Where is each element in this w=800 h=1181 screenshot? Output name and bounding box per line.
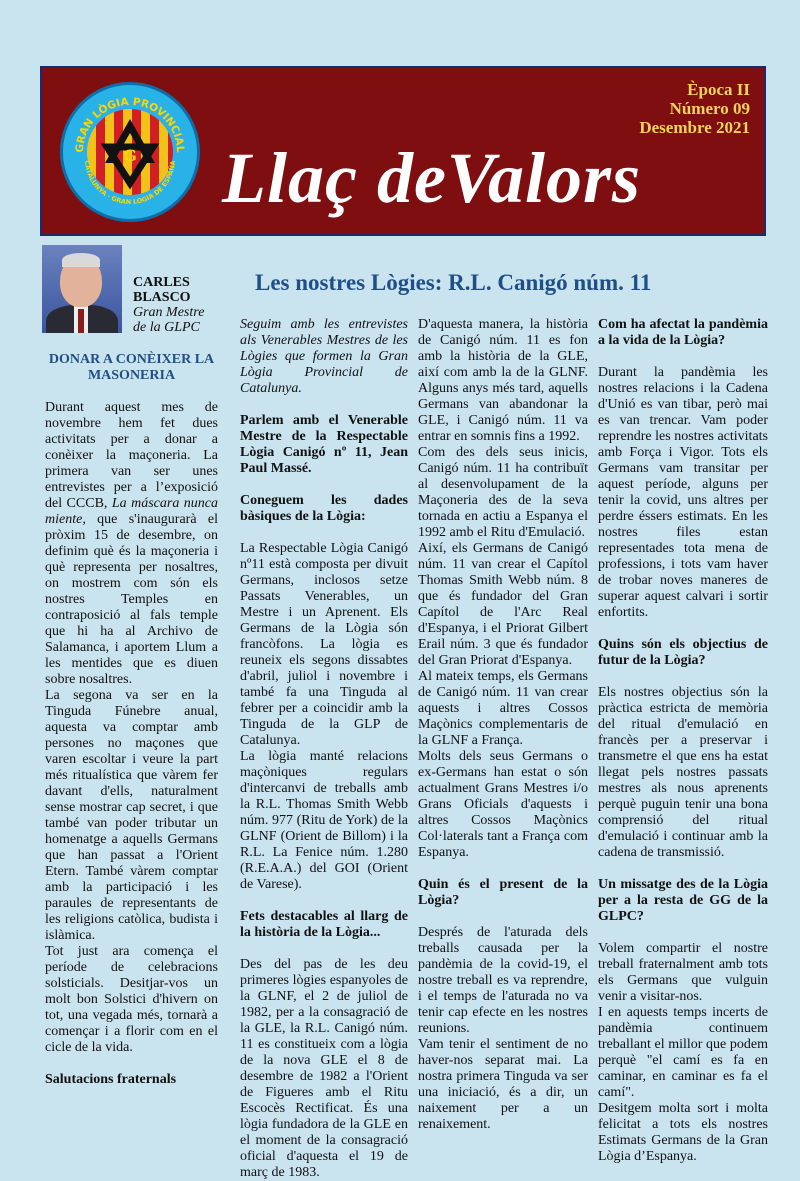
issue-number: Número 09 (669, 99, 750, 118)
issue-era: Època II (687, 80, 750, 99)
issue-info (639, 80, 750, 137)
question-message: Un missatge des de la Lògia per a la resta de GG de la GLPC? (598, 877, 768, 924)
question-basic-data: Coneguem les dades bàsiques de la Lògia: (240, 493, 408, 524)
answer-message-2: I en aquests temps incerts de pandèmia continuem treballant el millor que podem perquè "el camí es fa en caminar, en caminar es fa el camí". (598, 1005, 768, 1100)
author-role: Gran Mestre (133, 305, 205, 320)
history-paragraph-1: D'aquesta manera, la història de Canigó núm. 11 es fon amb la història de la GLE, així com amb la de la GLNF. Alguns anys més tard, aquells Germans van abandonar la GLE, i Canigó núm. 11 va entrar en somnis fins a 1992. (418, 317, 588, 444)
square-compass-icon (63, 85, 197, 219)
author-role-org: de la GLPC (133, 320, 200, 335)
author-first-name: CARLES (133, 275, 190, 290)
masthead (40, 66, 766, 236)
answer-present-2: Vam tenir el sentiment de no haver-nos separat mai. La nostra primera Tinguda va ser una iniciació, és a dir, un naixement per a un renaixement. (418, 1037, 588, 1132)
article-lead: Parlem amb el Venerable Mestre de la Respectable Lògia Canigó nº 11, Jean Paul Massé. (240, 413, 408, 476)
editorial-closing: Salutacions fraternals (45, 1072, 177, 1087)
editorial-paragraph-2: La segona va ser en la Tinguda Fúnebre anual, aquesta va comptar amb persones no maçones que varen escoltar i veure la part més ritualística que vàrem fer davant d'ells, naturalment sense mostrar cap secret, i que també van poder tributar un homenatge a aquells Germans que han passat a l'Orient Etern. També vàrem comptar amb la participació i les paraules de representants de les religions catòlica, budista i islàmica. (45, 688, 218, 943)
question-pandemic: Com ha afectat la pandèmia a la vida de la Lògia? (598, 317, 768, 348)
article-column-1 (240, 317, 408, 1181)
history-paragraph-2: Com des dels seus inicis, Canigó núm. 11 ha contribuït al desenvolupament de la Maçoneria des de la seva tornada en actiu a Espanya el 1992 amb el Ritu d'Emulació. (418, 445, 588, 540)
answer-present-1: Després de l'aturada dels treballs causada per la pandèmia de la covid-19, el nostre treball es va reprendre, i el temps de l'aturada no va tenir cap efecte en les nostres reunions. (418, 925, 588, 1036)
issue-date: Desembre 2021 (639, 118, 750, 137)
article-intro: Seguim amb les entrevistes als Venerables Mestres de les Lògies que formen la Gran Lògia Provincial de Catalunya. (240, 317, 408, 396)
answer-future: Els nostres objectius són la pràctica estricta de memòria del ritual d'emulació en francès per a preservar i transmetre el que ens ha estat llegat pels nostres passats mestres als nous aprenents perquè puguin tenir una bona comprensió del ritual d'emulació i continuar amb la cadena de transmissió. (598, 685, 768, 860)
question-history: Fets destacables al llarg de la història de la Lògia... (240, 909, 408, 940)
history-paragraph-4: Al mateix temps, els Germans de Canigó núm. 11 van crear aquests i altres Cossos Maçònics complementaris de la GLNF a França. (418, 669, 588, 748)
svg-text:G: G (123, 146, 137, 165)
answer-basic-data-2: La lògia manté relacions maçòniques regulars d'intercanvi de treballs amb la R.L. Thomas Smith Webb núm. 977 (Ritu de York) de la GLNF (Orient de Billom) i la R.L. La Fenice núm. 1.280 (R.E.A.A.) del GOI (Orient de Varese). (240, 749, 408, 892)
answer-pandemic: Durant la pandèmia les nostres relacions i la Cadena d'Unió es van tibar, però mai es van trencar. Vam poder reprendre les nostres activitats amb Força i Vigor. Tots els Germans vam transitar per aquest període, alguns per tenir la covid, uns altres per perdre éssers estimats. En les nostres files estan representades tota mena de professions, i tots vam haver de trobar noves maneres de superar aquest calvari i sortir enfortits. (598, 365, 768, 620)
svg-text:CATALUNYA · GRAN LOGIA DE ESPA: CATALUNYA · GRAN LOGIA DE ESPAÑA (82, 160, 178, 207)
author-block (133, 275, 204, 335)
history-paragraph-3: Així, els Germans de Canigó núm. 11 van crear el Capítol Thomas Smith Webb núm. 8 que és fundador del Gran Capítol de l'Arc Real d'Espanya, i el Priorat Gilbert Erail núm. 3 que és fundador del Gran Priorat d'Espanya. (418, 541, 588, 668)
history-paragraph-5: Molts dels seus Germans o ex-Germans han estat o són actualment Grans Mestres i/o Grans Oficials d'aquests i altres Cossos Maçònics Col·laterals tant a França com Espanya. (418, 749, 588, 860)
article-column-2 (418, 317, 588, 1133)
editorial-paragraph-1: Durant aquest mes de novembre hem fet dues activitats per a donar a conèixer la maçoneria. La primera van ser unes entrevistes per a l’exposició del CCCB, La máscara nunca miente, que s'inaugurarà el pròxim 15 de desembre, on definim què és la maçoneria i què representa per nosaltres, on mostrem com són els nostres Temples en contraposició al fals temple que hi ha al Archivo de Salamanca, i aportem Llum a les mentides que es diuen sobre nosaltres. (45, 400, 218, 687)
article-column-3 (598, 317, 768, 1165)
answer-history: Des del pas de les deu primeres lògies espanyoles de la GLNF, el 2 de juliol de 1982, per a la consagració de la GLE, la R.L. Canigó núm. 11 es constitueix com a lògia de la nova GLE el 8 de desembre de 1982 a l'Orient de Figueres amb el Ritu Escocès Rectificat. És una lògia fundadora de la GLE en el moment de la consagració oficial d'aquesta el 19 de març de 1983. (240, 957, 408, 1180)
question-present: Quin és el present de la Lògia? (418, 877, 588, 908)
answer-basic-data-1: La Respectable Lògia Canigó nº11 està composta per divuit Germans, inclosos setze Passats Venerables, un Mestre i un Aprenent. Els Germans de la Lògia són francòfons. La lògia es reuneix els segons dissabtes d'abril, juliol i novembre i també fa una Tinguda al febrer per a coincidir amb la Tinguda de la GLP de Catalunya. (240, 541, 408, 748)
svg-text:GRAN LÒGIA PROVINCIAL: GRAN LÒGIA PROVINCIAL (73, 95, 187, 153)
editorial-heading: DONAR A CONÈIXER LA MASONERIA (48, 352, 215, 383)
newsletter-title: Llaç deValors (222, 138, 641, 218)
author-photo (42, 245, 122, 333)
question-future: Quins són els objectius de futur de la Lògia? (598, 637, 768, 668)
editorial-paragraph-3: Tot just ara comença el període de celebracions solsticials. Desitjar-vos un molt bon Solstici d'hivern on tot, una vegada més, tornarà a començar i a florir com en el cicle de la vida. (45, 944, 218, 1055)
article-headline: Les nostres Lògies: R.L. Canigó núm. 11 (255, 270, 652, 295)
editorial-column (45, 352, 218, 1088)
answer-message-3: Desitgem molta sort i molta felicitat a tots els nostres Estimats Germans de la Gran Lògia d’Espanya. (598, 1101, 768, 1164)
author-last-name: BLASCO (133, 290, 191, 305)
grand-lodge-logo (60, 82, 200, 222)
answer-message-1: Volem compartir el nostre treball fraternalment amb tots els Germans que vulguin venir a visitar-nos. (598, 941, 768, 1004)
